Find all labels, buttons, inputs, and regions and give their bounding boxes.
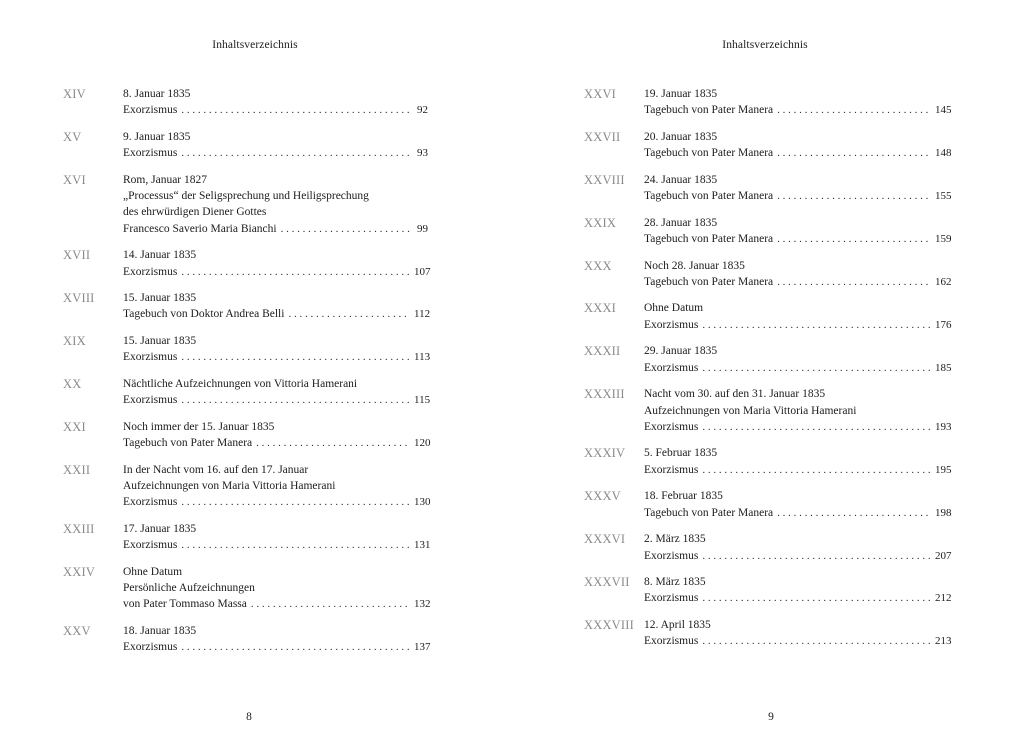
- chapter-number: XXIX: [584, 215, 617, 230]
- entry-label: Exorzismus: [123, 104, 178, 117]
- chapter-number: XXXIII: [584, 387, 625, 402]
- entry-label: Tagebuch von Pater Manera: [644, 506, 774, 519]
- entry-title-line: 17. Januar 1835: [123, 522, 197, 535]
- toc-entry: [584, 258, 952, 291]
- entry-body: [644, 129, 952, 162]
- entry-label: Exorzismus: [644, 420, 699, 433]
- entry-title-line: Nacht vom 30. auf den 31. Januar 1835: [644, 388, 826, 401]
- entry-label: Exorzismus: [644, 463, 699, 476]
- chapter-number: XXVI: [584, 87, 617, 101]
- dot-leader: [181, 145, 410, 161]
- entry-leader-line: [123, 435, 431, 451]
- entry-title-line: 20. Januar 1835: [644, 130, 718, 143]
- entry-body: [123, 86, 428, 119]
- entry-body: [644, 215, 952, 248]
- dot-leader: [777, 505, 931, 521]
- entry-label: Tagebuch von Doktor Andrea Belli: [123, 308, 285, 321]
- page-reference: 198: [935, 506, 952, 519]
- toc-entry: [63, 376, 431, 409]
- dot-leader: [181, 639, 410, 655]
- entry-leader-line: [644, 462, 952, 478]
- toc-entry: [63, 521, 431, 554]
- page-reference: 176: [935, 318, 952, 331]
- toc-entry: [63, 564, 431, 613]
- entry-leader-line: [644, 102, 952, 118]
- dot-leader: [181, 102, 410, 118]
- entry-title-line: 12. April 1835: [644, 618, 711, 631]
- chapter-number: XX: [63, 376, 82, 391]
- entry-label: Tagebuch von Pater Manera: [644, 275, 774, 288]
- chapter-number: XIX: [63, 334, 86, 349]
- entry-leader-line: [644, 145, 952, 161]
- entry-label: Exorzismus: [644, 549, 699, 562]
- chapter-number: XXIV: [63, 564, 96, 579]
- entry-title-line: Aufzeichnungen von Maria Vittoria Hamerani: [123, 480, 336, 493]
- page-reference: 155: [935, 190, 952, 203]
- page-reference: 212: [935, 592, 952, 605]
- entry-title-line: 18. Februar 1835: [644, 490, 723, 503]
- chapter-number: XXI: [63, 419, 86, 434]
- entry-title-line: Persönliche Aufzeichnungen: [123, 582, 255, 595]
- toc-entry: [584, 531, 952, 564]
- toc-entry: [63, 333, 431, 366]
- chapter-number: XXXI: [584, 301, 617, 316]
- dot-leader: [777, 231, 931, 247]
- entry-leader-line: [644, 590, 952, 606]
- running-head: Inhaltsverzeichnis: [212, 39, 298, 51]
- chapter-number: XXVII: [584, 129, 621, 144]
- page-reference: 162: [935, 275, 952, 288]
- chapter-number: XXIII: [63, 521, 95, 536]
- entry-title-line: 24. Januar 1835: [644, 173, 718, 186]
- entry-leader-line: [644, 505, 952, 521]
- entry-title-line: 28. Januar 1835: [644, 216, 718, 229]
- entry-label: Exorzismus: [644, 592, 699, 605]
- dot-leader: [702, 590, 931, 606]
- chapter-number: XXVIII: [584, 172, 625, 187]
- page-reference: 93: [417, 147, 428, 160]
- entry-title-line: Rom, Januar 1827: [123, 173, 208, 186]
- page-reference: 148: [935, 147, 952, 160]
- entry-label: Tagebuch von Pater Manera: [644, 232, 774, 245]
- chapter-number: XXXVIII: [584, 617, 634, 632]
- entry-body: [644, 574, 952, 607]
- entry-title-line: 15. Januar 1835: [123, 292, 197, 305]
- page-reference: 115: [414, 394, 431, 407]
- dot-leader: [702, 462, 931, 478]
- entry-title-line: 29. Januar 1835: [644, 345, 718, 358]
- dot-leader: [702, 548, 931, 564]
- entry-label: Exorzismus: [123, 265, 178, 278]
- entry-label: Exorzismus: [123, 641, 178, 654]
- toc-entry: [584, 300, 952, 333]
- chapter-number: XVIII: [63, 291, 95, 306]
- chapter-number: XIV: [63, 87, 86, 101]
- toc-entry: [63, 623, 431, 656]
- toc-entry: [584, 215, 952, 248]
- entry-body: [644, 617, 952, 650]
- entry-body: [644, 172, 952, 205]
- entry-leader-line: [644, 419, 952, 435]
- page-reference: 107: [414, 265, 431, 278]
- entry-title-line: 8. Januar 1835: [123, 88, 191, 100]
- entry-leader-line: [123, 221, 428, 237]
- entry-body: [123, 129, 428, 162]
- entry-body: [644, 386, 952, 435]
- dot-leader: [702, 633, 931, 649]
- page-reference: 195: [935, 463, 952, 476]
- entry-body: [644, 531, 952, 564]
- chapter-number: XV: [63, 129, 82, 144]
- page-reference: 193: [935, 420, 952, 433]
- toc-entry: [584, 129, 952, 162]
- entry-body: [123, 419, 431, 452]
- entry-label: Francesco Saverio Maria Bianchi: [123, 222, 277, 235]
- page-reference: 113: [414, 351, 431, 364]
- toc-entry: [63, 247, 431, 280]
- entry-body: [644, 300, 952, 333]
- chapter-number: XXII: [63, 462, 91, 477]
- entry-body: [123, 376, 431, 409]
- chapter-number: XVII: [63, 248, 91, 263]
- running-head: Inhaltsverzeichnis: [722, 39, 808, 51]
- dot-leader: [777, 188, 931, 204]
- entry-title-line: Ohne Datum: [644, 302, 704, 315]
- entry-title-line: In der Nacht vom 16. auf den 17. Januar: [123, 463, 309, 476]
- chapter-number: XXXII: [584, 344, 621, 359]
- toc-entry: [584, 172, 952, 205]
- dot-leader: [702, 360, 931, 376]
- entry-title-line: 19. Januar 1835: [644, 88, 718, 100]
- dot-leader: [777, 102, 931, 118]
- page-reference: 207: [935, 549, 952, 562]
- dot-leader: [256, 435, 410, 451]
- entry-body: [123, 462, 431, 511]
- entry-leader-line: [123, 306, 431, 322]
- right-page: [510, 0, 1020, 756]
- entry-leader-line: [123, 596, 431, 612]
- page-reference: 132: [414, 598, 431, 611]
- toc-entry: [584, 445, 952, 478]
- entry-body: [123, 247, 431, 280]
- entry-leader-line: [644, 231, 952, 247]
- page-reference: 145: [935, 104, 952, 117]
- page-reference: 213: [935, 635, 952, 648]
- entry-label: Tagebuch von Pater Manera: [644, 147, 774, 160]
- entry-leader-line: [644, 633, 952, 649]
- entry-title-line: 2. März 1835: [644, 533, 706, 546]
- entry-title-line: des ehrwürdigen Diener Gottes: [123, 206, 267, 219]
- entry-body: [644, 445, 952, 478]
- toc-entry: [584, 574, 952, 607]
- dot-leader: [181, 494, 410, 510]
- dot-leader: [181, 392, 410, 408]
- entry-leader-line: [123, 102, 428, 118]
- toc-entry: [63, 462, 431, 511]
- entry-label: Exorzismus: [644, 318, 699, 331]
- entry-title-line: Noch immer der 15. Januar 1835: [123, 420, 275, 433]
- entry-label: Tagebuch von Pater Manera: [644, 190, 774, 203]
- dot-leader: [181, 264, 410, 280]
- page-number: 8: [246, 711, 252, 723]
- toc-entry: [584, 617, 952, 650]
- chapter-number: XXV: [63, 623, 91, 638]
- entry-leader-line: [644, 317, 952, 333]
- page-reference: 112: [414, 308, 431, 321]
- toc-entry: [63, 290, 431, 323]
- chapter-number: XXXIV: [584, 446, 626, 461]
- toc-entry: [584, 343, 952, 376]
- entry-title-line: Nächtliche Aufzeichnungen von Vittoria Hamerani: [123, 377, 358, 390]
- entry-leader-line: [123, 639, 431, 655]
- entry-leader-line: [123, 349, 431, 365]
- entry-body: [123, 172, 428, 237]
- dot-leader: [251, 596, 410, 612]
- entry-body: [123, 564, 431, 613]
- entry-body: [123, 333, 431, 366]
- page-reference: 130: [414, 496, 431, 509]
- page-number: 9: [768, 711, 774, 723]
- entry-label: Tagebuch von Pater Manera: [123, 437, 253, 450]
- entry-label: Exorzismus: [123, 496, 178, 509]
- entry-label: von Pater Tommaso Massa: [123, 598, 247, 611]
- entry-label: Exorzismus: [644, 361, 699, 374]
- entry-title-line: Noch 28. Januar 1835: [644, 259, 745, 272]
- entry-leader-line: [123, 494, 431, 510]
- entry-leader-line: [123, 264, 431, 280]
- dot-leader: [288, 306, 410, 322]
- entry-body: [123, 623, 431, 656]
- entry-leader-line: [644, 548, 952, 564]
- chapter-number: XXXV: [584, 489, 621, 504]
- entry-label: Exorzismus: [644, 635, 699, 648]
- page-reference: 131: [414, 539, 431, 552]
- toc-entry: [63, 419, 431, 452]
- dot-leader: [702, 419, 931, 435]
- entry-leader-line: [123, 392, 431, 408]
- entry-label: Exorzismus: [123, 351, 178, 364]
- entry-body: [644, 258, 952, 291]
- entry-label: Exorzismus: [123, 147, 178, 160]
- entry-title-line: 18. Januar 1835: [123, 624, 197, 637]
- page-reference: 185: [935, 361, 952, 374]
- entry-leader-line: [644, 360, 952, 376]
- dot-leader: [181, 537, 410, 553]
- toc-list: [63, 86, 431, 666]
- entry-title-line: „Processus“ der Seligsprechung und Heiligsprechung: [123, 190, 369, 203]
- entry-leader-line: [123, 145, 428, 161]
- page-reference: 120: [414, 437, 431, 450]
- dot-leader: [281, 221, 410, 237]
- chapter-number: XXXVI: [584, 532, 626, 547]
- toc-entry: [584, 488, 952, 521]
- chapter-number: XXX: [584, 258, 612, 273]
- entry-leader-line: [123, 537, 431, 553]
- dot-leader: [181, 349, 410, 365]
- toc-entry: [63, 129, 428, 162]
- entry-title-line: Aufzeichnungen von Maria Vittoria Hamerani: [644, 404, 857, 417]
- toc-entry: [584, 86, 952, 119]
- toc-list: [584, 86, 952, 660]
- page-reference: 159: [935, 232, 952, 245]
- chapter-number: XVI: [63, 172, 86, 187]
- entry-label: Exorzismus: [123, 394, 178, 407]
- page-reference: 92: [417, 104, 428, 117]
- entry-title-line: 5. Februar 1835: [644, 447, 718, 460]
- entry-leader-line: [644, 188, 952, 204]
- entry-label: Tagebuch von Pater Manera: [644, 104, 774, 117]
- dot-leader: [777, 145, 931, 161]
- entry-body: [644, 343, 952, 376]
- page-reference: 137: [414, 641, 431, 654]
- dot-leader: [777, 274, 931, 290]
- entry-body: [123, 521, 431, 554]
- entry-title-line: 14. Januar 1835: [123, 249, 197, 262]
- entry-title-line: 15. Januar 1835: [123, 335, 197, 348]
- entry-title-line: 9. Januar 1835: [123, 130, 191, 143]
- toc-entry: [63, 172, 428, 237]
- toc-entry: [63, 86, 428, 119]
- entry-body: [123, 290, 431, 323]
- dot-leader: [702, 317, 931, 333]
- page-reference: 99: [417, 222, 428, 235]
- toc-entry: [584, 386, 952, 435]
- entry-title-line: Ohne Datum: [123, 565, 183, 578]
- entry-body: [644, 488, 952, 521]
- entry-leader-line: [644, 274, 952, 290]
- entry-title-line: 8. März 1835: [644, 576, 706, 589]
- chapter-number: XXXVII: [584, 575, 630, 590]
- entry-label: Exorzismus: [123, 539, 178, 552]
- entry-body: [644, 86, 952, 119]
